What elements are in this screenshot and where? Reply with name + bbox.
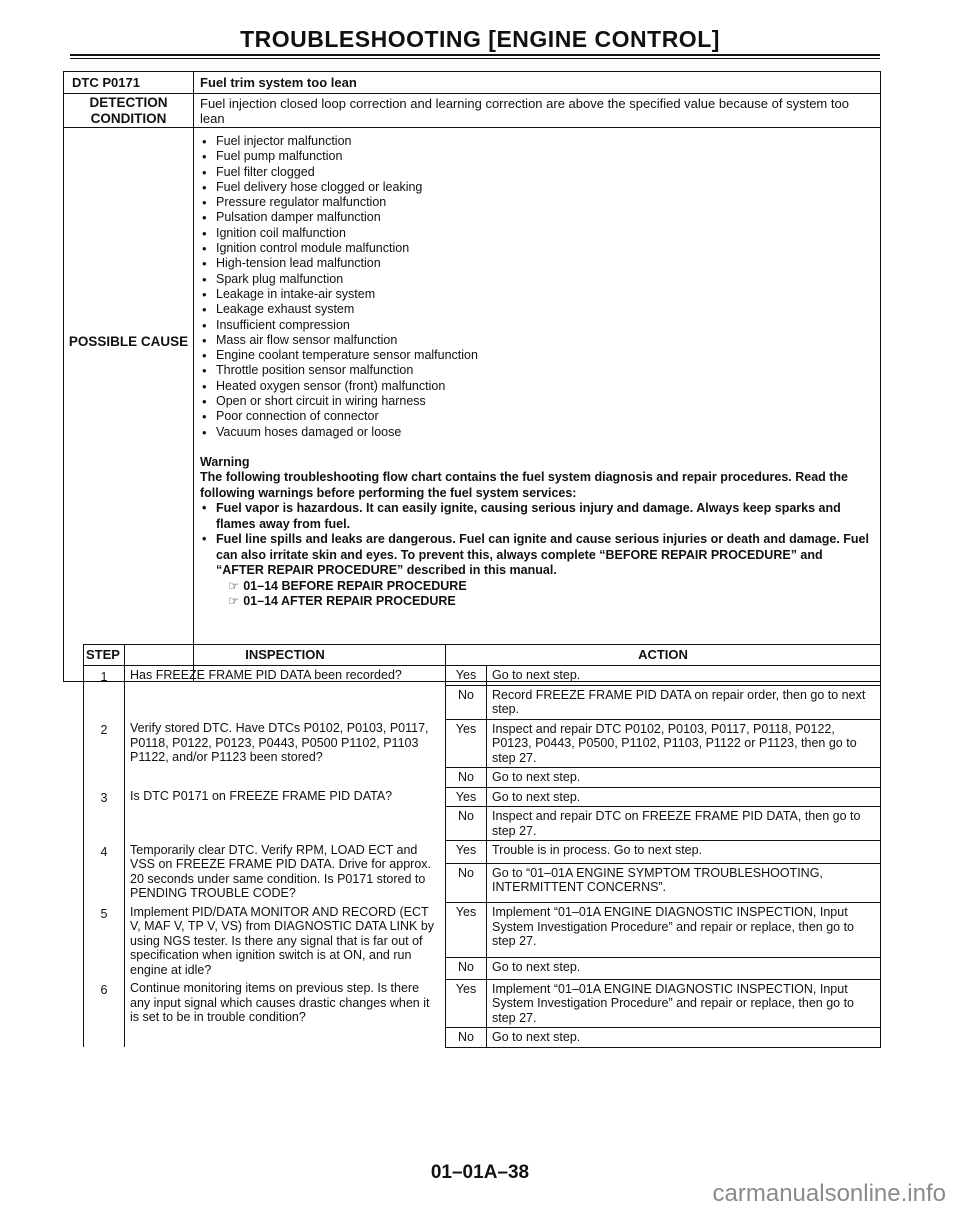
action-text: Go to next step. [487,1028,881,1048]
answer-label: Yes [446,787,487,807]
step-number: 4 [84,841,125,903]
answer-label: No [446,685,487,719]
answer-label: No [446,1028,487,1048]
warning-item: • Fuel line spills and leaks are dangerous. Fuel can ignite and cause serious injuries or death and damage. Fuel can also irritate skin and eyes. To prevent this, always complete “BEFORE REPAIR PROCEDURE” and “AFTER REPAIR PROCEDURE” described in this manual. [200,532,874,579]
inspection-text: Implement PID/DATA MONITOR AND RECORD (ECT V, MAF V, TP V, VS) from DIAGNOSTIC DATA LINK by using NGS tester. Is there any signal that is far out of specification when ignition switch is at ON, and run engine at idle? [125,903,446,980]
table-row [84,841,881,864]
answer-label: No [446,957,487,979]
cause-item: • High-tension lead malfunction [200,256,874,271]
step-number: 1 [84,666,125,720]
watermark: carmanualsonline.info [712,1180,946,1207]
step-number: 2 [84,719,125,787]
step-number: 6 [84,979,125,1047]
answer-label: No [446,807,487,841]
cause-item: • Poor connection of connector [200,409,874,424]
cause-item: • Pressure regulator malfunction [200,195,874,210]
steps-header-row [84,645,881,666]
action-text: Implement “01–01A ENGINE DIAGNOSTIC INSPECTION, Input System Investigation Procedure” and repair or replace, then go to step 27. [487,903,881,958]
cause-item: • Fuel filter clogged [200,165,874,180]
inspection-header: INSPECTION [125,645,446,666]
cause-item: • Vacuum hoses damaged or loose [200,425,874,440]
reference-before-repair[interactable] [200,579,874,595]
cause-item: • Insufficient compression [200,318,874,333]
inspection-text: Continue monitoring items on previous step. Is there any input signal which causes drastic changes when it is set to be in trouble condition? [125,979,446,1047]
inspection-text: Verify stored DTC. Have DTCs P0102, P0103, P0117, P0118, P0122, P0123, P0443, P0500 P1102, P1103 P1122, and/or P1123 been stored? [125,719,446,787]
table-row [84,719,881,768]
warning-title: Warning [200,454,250,469]
answer-label: No [446,768,487,788]
inspection-text: Is DTC P0171 on FREEZE FRAME PID DATA? [125,787,446,841]
dtc-block [63,71,881,682]
answer-label: Yes [446,979,487,1028]
cause-item: • Ignition coil malfunction [200,226,874,241]
cause-item: • Throttle position sensor malfunction [200,363,874,378]
steps-table [83,644,881,1048]
pointing-hand-icon: ☞ [228,594,240,609]
action-text: Inspect and repair DTC P0102, P0103, P0117, P0118, P0122, P0123, P0443, P0500, P1102, P1103, P1122 or P1123, then go to step 27. [487,719,881,768]
table-row [84,979,881,1028]
page-number: 01–01A–38 [430,1162,530,1183]
action-header: ACTION [446,645,881,666]
pointing-hand-icon: ☞ [228,578,240,593]
table-row [84,666,881,686]
step-number: 3 [84,787,125,841]
reference-after-repair-text: 01–14 AFTER REPAIR PROCEDURE [243,594,456,609]
detection-row [64,94,880,128]
table-row [84,903,881,958]
cause-item: • Mass air flow sensor malfunction [200,333,874,348]
action-text: Go to next step. [487,787,881,807]
action-text: Go to next step. [487,768,881,788]
dtc-code: DTC P0171 [64,72,194,93]
cause-item: • Engine coolant temperature sensor malfunction [200,348,874,363]
action-text: Trouble is in process. Go to next step. [487,841,881,864]
cause-item: • Spark plug malfunction [200,272,874,287]
cause-item: • Fuel delivery hose clogged or leaking [200,180,874,195]
detection-text: Fuel injection closed loop correction and learning correction are above the specified value because of system too lean [200,96,849,126]
dtc-description: Fuel trim system too lean [200,75,357,90]
cause-item: • Leakage exhaust system [200,302,874,317]
reference-after-repair[interactable] [200,594,874,610]
cause-item: • Leakage in intake-air system [200,287,874,302]
cause-item: • Fuel pump malfunction [200,149,874,164]
steps-body [84,666,881,1048]
inspection-text: Temporarily clear DTC. Verify RPM, LOAD ECT and VSS on FREEZE FRAME PID DATA. Drive for approx. 20 seconds under same condition. Is P0171 stored to PENDING TROUBLE CODE? [125,841,446,903]
warning-item: • Fuel vapor is hazardous. It can easily ignite, causing serious injury and damage. Always keep sparks and flames away from fuel. [200,501,874,532]
step-header: STEP [84,645,125,666]
cause-item: • Open or short circuit in wiring harness [200,394,874,409]
step-number: 5 [84,903,125,980]
dtc-header-row [64,72,880,94]
action-text: Inspect and repair DTC on FREEZE FRAME PID DATA, then go to step 27. [487,807,881,841]
action-text: Implement “01–01A ENGINE DIAGNOSTIC INSPECTION, Input System Investigation Procedure” and repair or replace, then go to step 27. [487,979,881,1028]
warning-intro: The following troubleshooting flow chart contains the fuel system diagnosis and repair procedures. Read the following warnings before performing the fuel system services: [200,470,849,500]
answer-label: Yes [446,903,487,958]
cause-item: • Pulsation damper malfunction [200,210,874,225]
possible-cause-row [64,128,880,681]
title-rule [70,54,880,56]
page-title: TROUBLESHOOTING [ENGINE CONTROL] [240,26,720,52]
cause-item: • Fuel injector malfunction [200,134,874,149]
answer-label: Yes [446,666,487,686]
action-text: Go to next step. [487,957,881,979]
action-text: Go to next step. [487,666,881,686]
cause-item: • Heated oxygen sensor (front) malfunction [200,379,874,394]
action-text: Go to “01–01A ENGINE SYMPTOM TROUBLESHOOTING, INTERMITTENT CONCERNS”. [487,863,881,902]
title-rule-thin [70,58,880,59]
answer-label: No [446,863,487,902]
answer-label: Yes [446,841,487,864]
warning-block [200,455,874,610]
warning-list [200,501,874,579]
reference-before-repair-text: 01–14 BEFORE REPAIR PROCEDURE [243,578,467,593]
cause-list [200,134,874,440]
inspection-text: Has FREEZE FRAME PID DATA been recorded? [125,666,446,720]
action-text: Record FREEZE FRAME PID DATA on repair order, then go to next step. [487,685,881,719]
cause-item: • Ignition control module malfunction [200,241,874,256]
possible-cause-content [194,128,880,681]
detection-label: DETECTION CONDITION [64,94,194,127]
table-row [84,787,881,807]
possible-cause-label: POSSIBLE CAUSE [64,128,194,681]
answer-label: Yes [446,719,487,768]
